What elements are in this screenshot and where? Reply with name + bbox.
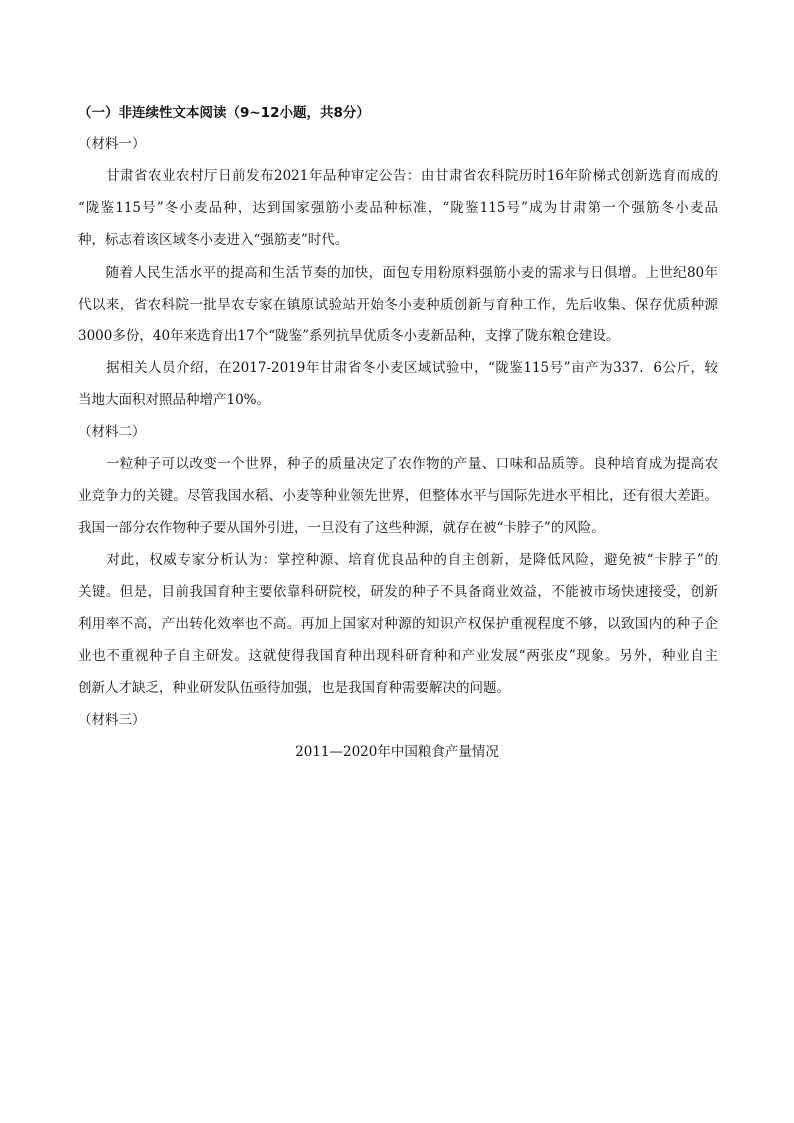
chart-caption: 2011—2020年中国粮食产量情况: [295, 744, 499, 760]
paragraph-line: 利用率不高，产出转化效率也不高。再加上国家对种源的知识产权保护重视程度不够，以致国内的种子企: [78, 616, 718, 632]
material-label: （材料二）: [78, 424, 146, 440]
paragraph-line: 种，标志着该区域冬小麦进入“强筋麦”时代。: [78, 232, 349, 248]
material-label: （材料三）: [78, 712, 146, 728]
paragraph-line: 随着人民生活水平的提高和生活节奏的加快，面包专用粉原料强筋小麦的需求与日俱增。上世纪80年: [78, 265, 718, 281]
paragraph-line: 3000多份，40年来选育出17个“陇鉴”系列抗旱优质冬小麦新品种，支撑了陇东粮仓建设。: [78, 328, 620, 344]
paragraph-line: 代以来，省农科院一批旱农专家在镇原试验站开始冬小麦种质创新与育种工作，先后收集、保存优质种源: [78, 297, 718, 313]
paragraph-line: 当地大面积对照品种增产10%。: [78, 392, 271, 408]
paragraph-line: 一粒种子可以改变一个世界，种子的质量决定了农作物的产量、口味和品质等。良种培育成为提高农: [78, 456, 718, 472]
paragraph-line: “陇鉴115号”冬小麦品种，达到国家强筋小麦品种标准，“陇鉴115号”成为甘肃第一个强筋冬小麦品: [78, 200, 718, 216]
paragraph-line: 业也不重视种子自主研发。这就使得我国育种出现科研育种和产业发展“两张皮”现象。另外，种业自主: [78, 648, 718, 664]
paragraph-line: 我国一部分农作物种子要从国外引进，一旦没有了这些种源，就存在被“卡脖子”的风险。: [78, 520, 605, 536]
material-label: （材料一）: [78, 136, 146, 152]
paragraph-line: 甘肃省农业农村厅日前发布2021年品种审定公告：由甘肃省农科院历时16年阶梯式创新选育而成的: [78, 168, 718, 184]
paragraph-line: 关键。但是，目前我国育种主要依靠科研院校，研发的种子不具备商业效益，不能被市场快速接受，创新: [78, 584, 718, 600]
paragraph-line: 创新人才缺乏，种业研发队伍亟待加强，也是我国育种需要解决的问题。: [78, 680, 510, 696]
paragraph-line: 据相关人员介绍，在2017-2019年甘肃省冬小麦区域试验中，“陇鉴115号”亩产为337．6公斤，较: [78, 360, 718, 376]
section-title: （一）非连续性文本阅读（9~12小题，共8分）: [78, 105, 370, 121]
paragraph-line: 对此，权威专家分析认为：掌控种源、培育优良品种的自主创新，是降低风险，避免被“卡脖子”的: [78, 552, 718, 568]
paragraph-line: 业竞争力的关键。尽管我国水稻、小麦等种业领先世界，但整体水平与国际先进水平相比，还有很大差距。: [78, 488, 718, 504]
